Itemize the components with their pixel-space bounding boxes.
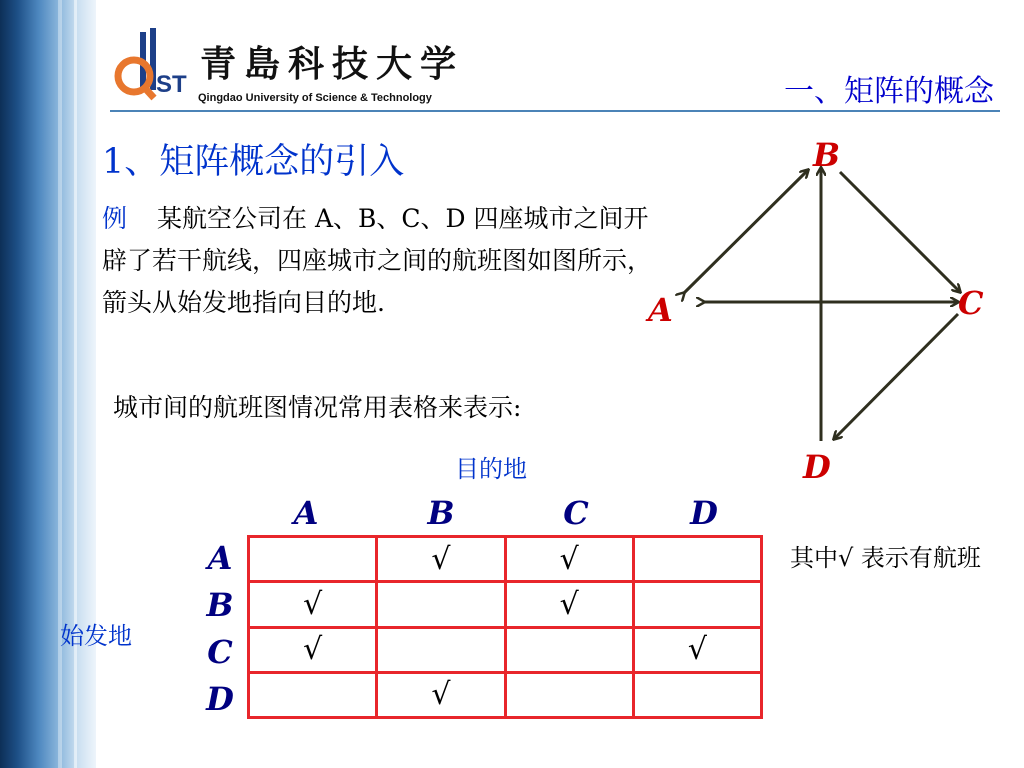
row-header-a: A: [207, 539, 233, 577]
side-stripe: [58, 0, 62, 768]
header-divider: [110, 110, 1000, 112]
table-cell: [633, 672, 761, 717]
qust-logo-mark: [110, 28, 210, 110]
node-label-a: A: [648, 291, 673, 329]
edge-a-b: [684, 170, 808, 293]
table-cell: [249, 537, 377, 582]
table-cell: [633, 582, 761, 627]
logo-text-chinese: 青島科技大学: [200, 43, 465, 85]
table-cell: √: [249, 582, 377, 627]
table-cell: [505, 627, 633, 672]
column-header-b: B: [427, 494, 455, 532]
table-cell: [633, 537, 761, 582]
table-cell: [377, 582, 505, 627]
logo-text-english: Qingdao University of Science & Technology: [198, 92, 432, 104]
side-stripe: [74, 0, 77, 768]
flight-table: [247, 535, 763, 719]
subtitle: 1、矩阵概念的引入: [102, 142, 405, 182]
side-decoration-bar: [0, 0, 96, 768]
origin-label: 始发地: [60, 622, 132, 650]
table-cell: √: [505, 582, 633, 627]
table-row: [249, 672, 762, 717]
table-intro-text: 城市间的航班图情况常用表格来表示:: [113, 393, 522, 422]
edge-b-c: [840, 172, 960, 292]
table-cell: √: [633, 627, 761, 672]
table-cell: [249, 672, 377, 717]
table-cell: [377, 627, 505, 672]
example-text: 某航空公司在 A、B、C、D 四座城市之间开辟了若干航线，四座城市之间的航班图如图所示，箭头从始发地指向目的地.: [102, 204, 653, 317]
table-cell: [505, 672, 633, 717]
table-cell: √: [377, 537, 505, 582]
node-label-c: C: [958, 284, 984, 322]
legend-note: 其中√ 表示有航班: [790, 544, 981, 572]
destination-label: 目的地: [455, 455, 527, 483]
table-row: [249, 582, 762, 627]
column-header-d: D: [690, 494, 718, 532]
table-row: [249, 627, 762, 672]
node-label-b: B: [813, 136, 841, 174]
node-label-d: D: [803, 448, 831, 486]
column-header-c: C: [563, 494, 589, 532]
table-row: [249, 537, 762, 582]
table-cell: √: [249, 627, 377, 672]
table-cell: √: [377, 672, 505, 717]
column-header-a: A: [293, 494, 319, 532]
row-header-b: B: [206, 586, 234, 624]
example-label: 例: [102, 204, 128, 233]
svg-text:ST: ST: [156, 71, 187, 98]
edge-c-d: [834, 314, 958, 439]
flight-graph: [640, 136, 1012, 488]
table-cell: √: [505, 537, 633, 582]
example-paragraph: [102, 198, 662, 324]
section-title: 一、矩阵的概念: [784, 74, 994, 109]
row-header-c: C: [207, 633, 233, 671]
row-header-d: D: [206, 680, 234, 718]
